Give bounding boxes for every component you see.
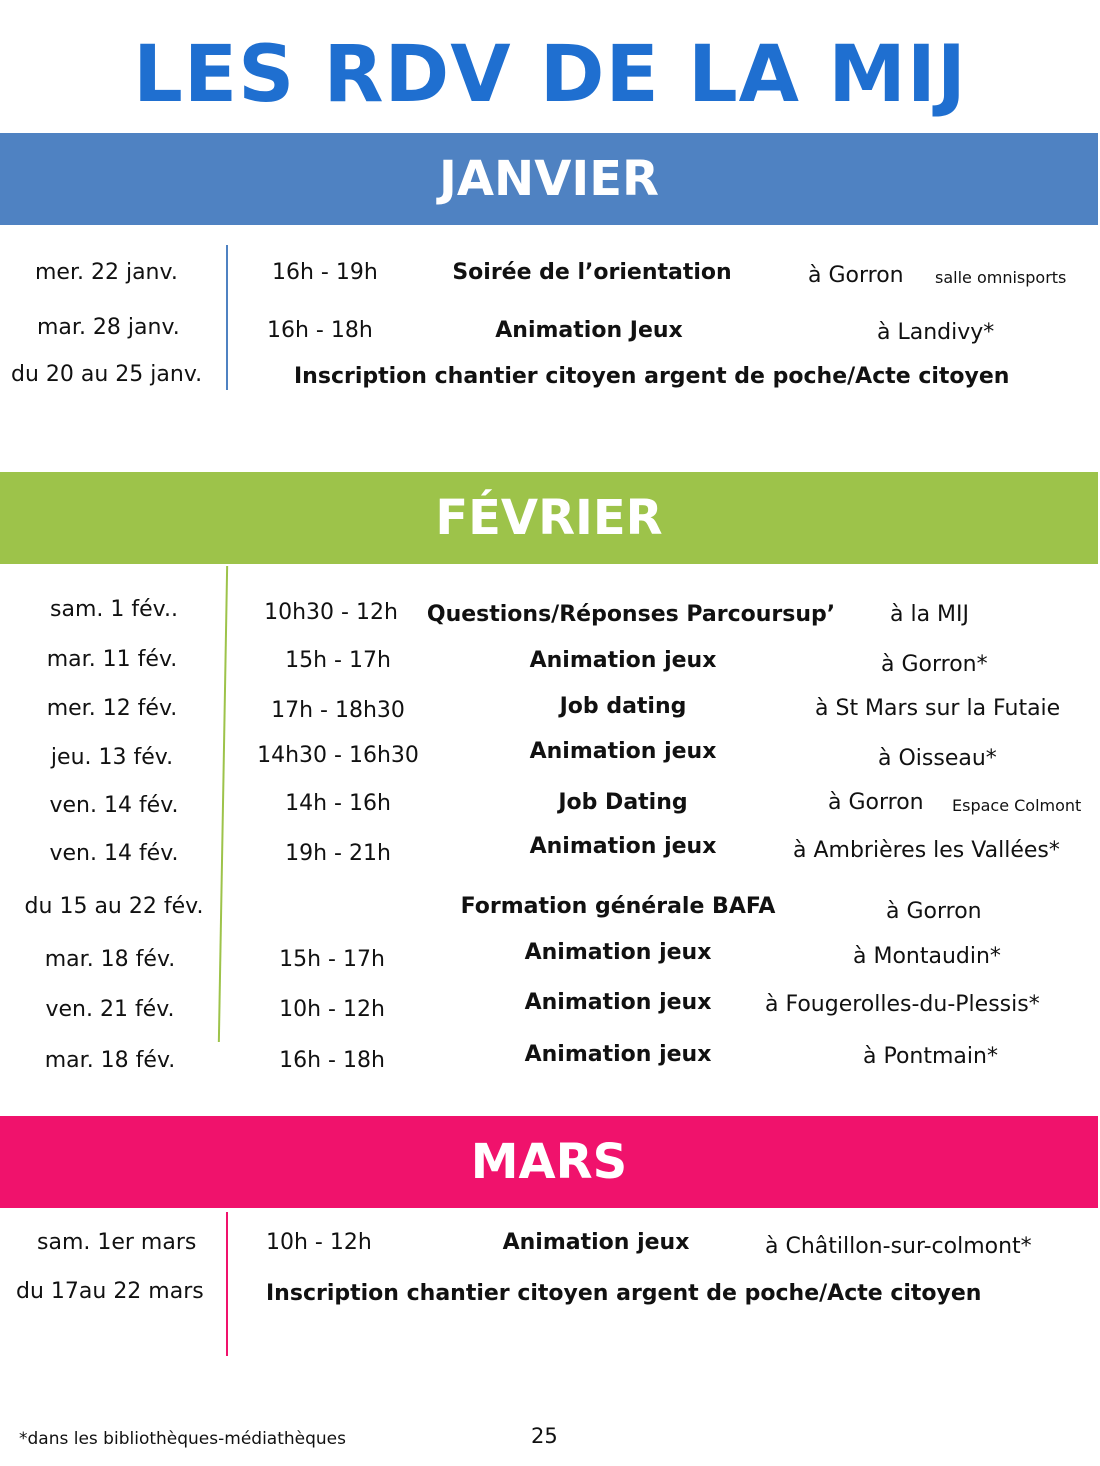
page-title: LES RDV DE LA MIJ <box>133 30 967 120</box>
fevrier-event-1: Questions/Réponses Parcoursup’ <box>426 602 836 627</box>
janvier-date-1: mer. 22 janv. <box>35 260 178 285</box>
fevrier-event-2: Animation jeux <box>529 648 717 673</box>
fevrier-place-note-5: Espace Colmont <box>952 796 1082 815</box>
mars-event-2: Inscription chantier citoyen argent de poche/Acte citoyen <box>266 1281 982 1306</box>
janvier-time-2: 16h - 18h <box>267 318 373 343</box>
fevrier-date-1: sam. 1 fév.. <box>50 597 178 622</box>
janvier-time-1: 16h - 19h <box>272 260 378 285</box>
fevrier-date-5: ven. 14 fév. <box>49 793 179 818</box>
fevrier-time-9: 10h - 12h <box>279 997 385 1022</box>
fevrier-time-4: 14h30 - 16h30 <box>257 743 419 768</box>
fevrier-time-8: 15h - 17h <box>279 947 385 972</box>
footer-note: *dans les bibliothèques-médiathèques <box>19 1429 346 1449</box>
fevrier-event-6: Animation jeux <box>529 834 717 859</box>
fevrier-date-10: mar. 18 fév. <box>44 1048 176 1073</box>
fevrier-place-10: à Pontmain* <box>863 1044 998 1069</box>
page-number: 25 <box>531 1424 558 1448</box>
mars-place-1: à Châtillon-sur-colmont* <box>765 1234 1032 1259</box>
fevrier-time-2: 15h - 17h <box>285 648 391 673</box>
fevrier-place-2: à Gorron* <box>881 652 988 677</box>
fevrier-date-9: ven. 21 fév. <box>45 997 175 1022</box>
fevrier-time-5: 14h - 16h <box>285 791 391 816</box>
fevrier-event-3: Job dating <box>559 694 687 719</box>
fevrier-banner: FÉVRIER <box>0 472 1098 564</box>
janvier-place-note-1: salle omnisports <box>935 268 1067 287</box>
fevrier-place-9: à Fougerolles-du-Plessis* <box>765 992 1040 1017</box>
janvier-event-3: Inscription chantier citoyen argent de poche/Acte citoyen <box>294 364 1010 389</box>
fevrier-divider <box>218 566 228 1042</box>
fevrier-event-9: Animation jeux <box>524 990 712 1015</box>
fevrier-place-8: à Montaudin* <box>853 944 1001 969</box>
fevrier-time-10: 16h - 18h <box>279 1048 385 1073</box>
janvier-place-2: à Landivy* <box>877 320 995 345</box>
janvier-date-3: du 20 au 25 janv. <box>11 362 203 387</box>
fevrier-event-7: Formation générale BAFA <box>460 894 776 919</box>
mars-divider <box>226 1212 228 1356</box>
fevrier-place-7: à Gorron <box>886 899 982 924</box>
fevrier-event-4: Animation jeux <box>529 739 717 764</box>
mars-banner: MARS <box>0 1116 1098 1208</box>
fevrier-date-6: ven. 14 fév. <box>49 841 179 866</box>
janvier-divider <box>226 245 228 390</box>
mars-event-1: Animation jeux <box>502 1230 690 1255</box>
janvier-banner: JANVIER <box>0 133 1098 225</box>
janvier-event-1: Soirée de l’orientation <box>452 260 732 285</box>
fevrier-time-1: 10h30 - 12h <box>264 600 398 625</box>
mars-date-1: sam. 1er mars <box>37 1230 197 1255</box>
fevrier-date-4: jeu. 13 fév. <box>50 745 174 770</box>
janvier-date-2: mar. 28 janv. <box>37 315 180 340</box>
fevrier-event-5: Job Dating <box>558 790 688 815</box>
fevrier-place-1: à la MIJ <box>890 602 970 627</box>
janvier-place-1: à Gorron <box>808 263 904 288</box>
janvier-event-2: Animation Jeux <box>495 318 683 343</box>
fevrier-date-2: mar. 11 fév. <box>46 647 178 672</box>
fevrier-event-10: Animation jeux <box>524 1042 712 1067</box>
fevrier-time-6: 19h - 21h <box>285 841 391 866</box>
fevrier-date-3: mer. 12 fév. <box>46 696 178 721</box>
fevrier-place-6: à Ambrières les Vallées* <box>793 838 1060 863</box>
fevrier-date-8: mar. 18 fév. <box>44 947 176 972</box>
fevrier-place-3: à St Mars sur la Futaie <box>815 696 1061 721</box>
fevrier-place-4: à Oisseau* <box>878 746 997 771</box>
fevrier-time-3: 17h - 18h30 <box>271 698 405 723</box>
fevrier-place-5: à Gorron <box>828 790 924 815</box>
mars-date-2: du 17au 22 mars <box>16 1279 204 1304</box>
fevrier-event-8: Animation jeux <box>524 940 712 965</box>
mars-time-1: 10h - 12h <box>266 1230 372 1255</box>
fevrier-date-7: du 15 au 22 fév. <box>24 894 204 919</box>
